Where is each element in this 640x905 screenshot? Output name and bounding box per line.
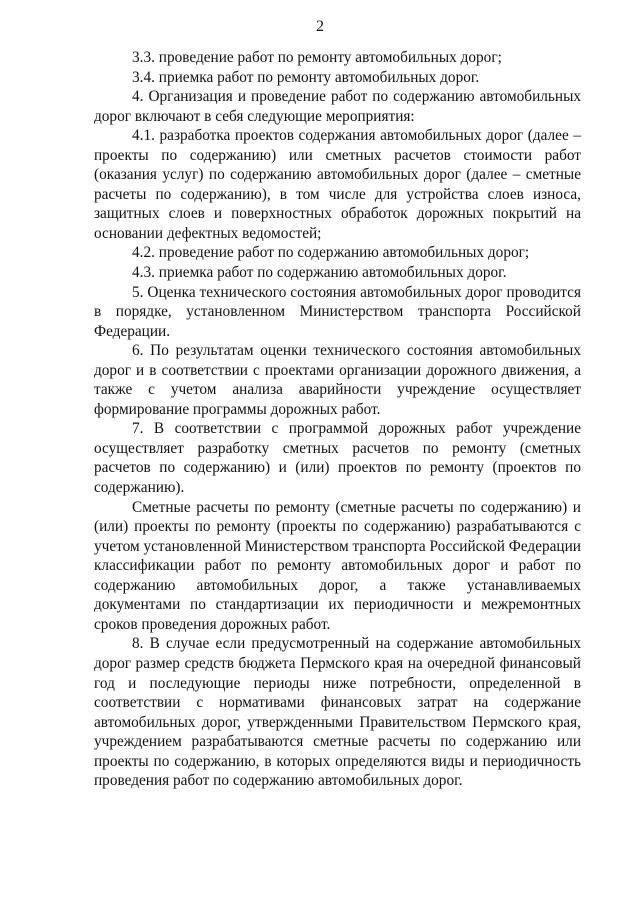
paragraph-4: 4. Организация и проведение работ по содержанию автомобильных дорог включают в себя следующие мероприятия: <box>94 88 581 125</box>
paragraph-4-3: 4.3. приемка работ по содержанию автомобильных дорог. <box>132 264 507 282</box>
paragraph-4-1: 4.1. разработка проектов содержания автомобильных дорог (далее – проекты по содержанию) или сметных расчетов стоимости работ (оказания услуг) по содержанию автомобильных дорог (далее – сметные расчеты по содержанию), в том числе для устройства слоев износа, защитных слоев и поверхностных обработок дорожных покрытий на основании дефектных ведомостей; <box>94 127 581 242</box>
paragraph-6: 6. По результатам оценки технического состояния автомобильных дорог и в соответствии с проектами организации дорожного движения, а также с учетом анализа аварийности учреждение осуществляет формирование программы дорожных работ. <box>94 342 581 418</box>
document-body <box>94 48 581 791</box>
page-number: 2 <box>316 18 324 35</box>
paragraph-4-2: 4.2. проведение работ по содержанию автомобильных дорог; <box>132 244 530 262</box>
paragraph-5: 5. Оценка технического состояния автомобильных дорог проводится в порядке, установленном Министерством транспорта Российской Федерации. <box>94 283 581 340</box>
paragraph-7: 7. В соответствии с программой дорожных работ учреждение осуществляет разработку сметных расчетов по ремонту (сметных расчетов по содержанию) и (или) проектов по ремонту (проектов по содержанию). <box>94 420 581 497</box>
paragraph-3-3: 3.3. проведение работ по ремонту автомобильных дорог; <box>132 49 502 66</box>
paragraph-7-continuation: Сметные расчеты по ремонту (сметные расчеты по содержанию) и (или) проекты по ремонту (проекты по содержанию) разрабатываются с учетом установленной Министерством транспорта Российской Федерации классификации работ по ремонту автомобильных дорог и работ по содержанию автомобильных дорог, а также устанавливаемых документами по стандартизации их периодичности и межремонтных сроков проведения дорожных работ. <box>94 498 581 633</box>
paragraph-8: 8. В случае если предусмотренный на содержание автомобильных дорог размер средств бюджета Пермского края на очередной финансовый год и последующие периоды ниже потребности, определенной в соответствии с нормативами финансовых затрат на содержание автомобильных дорог, утвержденными Правительством Пермского края, учреждением разрабатываются сметные расчеты по содержанию или проекты по содержанию, в которых определяются виды и периодичность проведения работ по содержанию автомобильных дорог. <box>94 635 581 790</box>
paragraph-3-4: 3.4. приемка работ по ремонту автомобильных дорог. <box>132 68 480 86</box>
